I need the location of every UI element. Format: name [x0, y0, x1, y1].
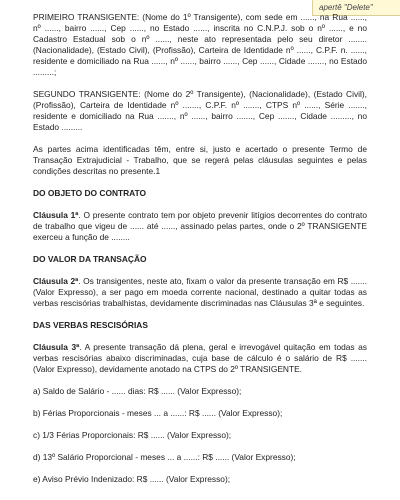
clause-2-text: . Os transigentes, neste ato, fixam o valor da presente transação em R$ ....... (Valor Expresso), a ser pago em moeda corrente nacional, destinado a quitar todas as verbas rescisórias trabalhistas, devidamente discriminadas nas Cláusulas 3ª e seguintes.: [33, 276, 367, 308]
list-item: c) 1/3 Férias Proporcionais: R$ ...... (Valor Expresso);: [33, 430, 232, 440]
section-heading-severance: DAS VERBAS RESCISÓRIAS: [33, 320, 148, 330]
list-item: a) Saldo de Salário - ...... dias: R$ ...... (Valor Expresso);: [33, 386, 242, 396]
clause-3: [33, 342, 367, 375]
clause-1-text: . O presente contrato tem por objeto prevenir litígios decorrentes do contrato de trabalho que vigeu de ...... até ......, assinado pelas partes, onde o 2º TRANSIGENTE exerceu a função de ........: [33, 210, 367, 242]
delete-tooltip: apertê "Delete": [312, 0, 400, 16]
clause-1: [33, 210, 367, 243]
section-heading-value: DO VALOR DA TRANSAÇÃO: [33, 254, 147, 264]
document-body: [33, 12, 367, 496]
clause-2-label: Cláusula 2ª: [33, 276, 79, 286]
second-party-paragraph: SEGUNDO TRANSIGENTE: (Nome do 2º Transigente), (Nacionalidade), (Estado Civil), (Profissão), Carteira de Identidade nº ......., C.P.F. nº ......., CTPS nº ......, Série ......., residente e domiciliado na Rua ......., nº ......, bairro ......., Cep ......., Cidade ........., no Estado .........: [33, 89, 367, 132]
clause-2: [33, 276, 367, 309]
section-heading-object: DO OBJETO DO CONTRATO: [33, 188, 147, 198]
clause-3-label: Cláusula 3ª: [33, 342, 80, 352]
list-item: e) Aviso Prévio Indenizado: R$ ...... (Valor Expresso);: [33, 474, 231, 484]
first-party-paragraph: PRIMEIRO TRANSIGENTE: (Nome do 1º Transigente), com sede em ......, na Rua ......, nº ......, bairro ......, Cep ......, no Estado ......, inscrita no C.N.P.J. sob o nº ......, e no Cadastro Estadual sob o nº ......, neste ato representada pelo seu diretor ........ (Nacionalidade), (Estado Civil), (Profissão), Carteira de Identidade nº ......, C.P.F. n. ......, residente e domiciliado na Rua ......, nº ......, bairro ......, Cep ......, Cidade ......., no Estado .........;: [33, 12, 367, 77]
severance-items-list: [33, 386, 367, 485]
clause-3-text: . A presente transação dá plena, geral e irrevogável quitação em todas as verbas rescisórias abaixo discriminadas, cuja base de cálculo é o salário de R$ ....... (Valor Expresso), devidamente anotado na CTPS do 2º TRANSIGENTE.: [33, 342, 367, 374]
list-item: d) 13º Salário Proporcional - meses ... a ......: R$ ...... (Valor Expresso);: [33, 452, 296, 462]
agreement-intro-paragraph: As partes acima identificadas têm, entre si, justo e acertado o presente Termo de Transação Extrajudicial - Trabalho, que se regerá pelas cláusulas seguintes e pelas condições descritas no presente.1: [33, 144, 367, 176]
list-item: b) Férias Proporcionais - meses ... a ......: R$ ...... (Valor Expresso);: [33, 408, 283, 418]
clause-1-label: Cláusula 1ª: [33, 210, 79, 220]
